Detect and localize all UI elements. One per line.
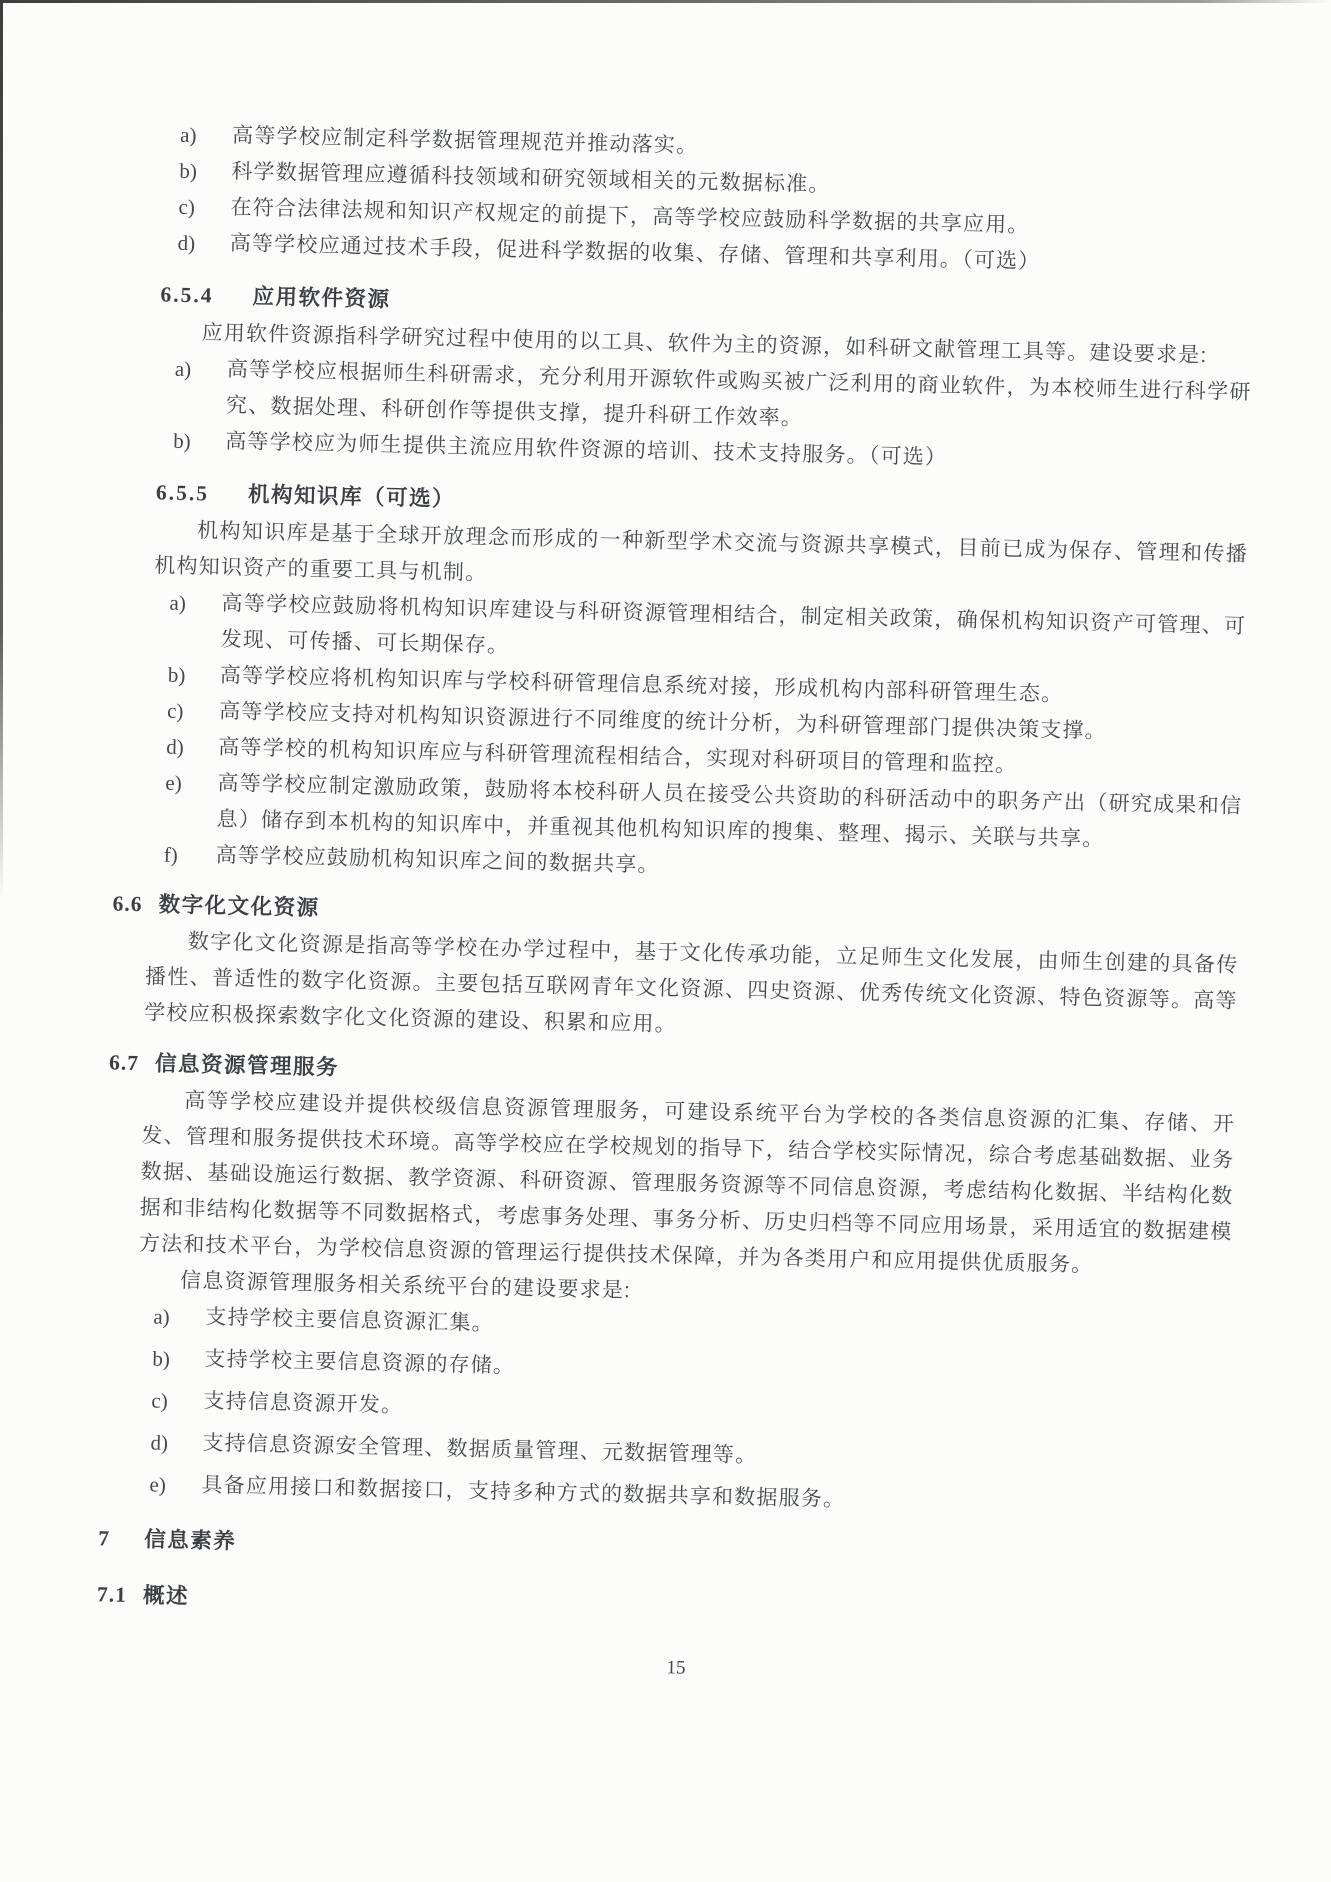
info-resource-service-list [133, 1298, 1230, 1527]
list-item-text: 支持信息资源开发。 [203, 1389, 404, 1418]
list-item-text: 支持信息资源安全管理、数据质量管理、元数据管理等。 [202, 1431, 758, 1468]
section-number: 6.5.4 [160, 282, 214, 308]
section-title: 信息资源管理服务 [154, 1051, 340, 1080]
chapter-title: 信息素养 [144, 1527, 237, 1554]
list-item-text: 支持学校主要信息资源汇集。 [205, 1305, 495, 1336]
section-6-5-4-intro: 应用软件资源指科学研究过程中使用的以工具、软件为主的资源，如科研文献管理工具等。建设要求是: [201, 321, 1208, 368]
list-item-label: c) [178, 194, 196, 220]
list-item-text: 具备应用接口和数据接口，支持多种方式的数据共享和数据服务。 [201, 1473, 846, 1512]
list-item-label: f) [163, 842, 179, 867]
list-item-text: 高等学校应制定激励政策，鼓励将本校科研人员在接受公共资助的科研活动中的职务产出（研究成果和信息）储存到本机构的知识库中，并重视其他机构知识库的搜集、整理、揭示、关联与共享。 [216, 771, 1243, 851]
list-item-label: a) [153, 1304, 170, 1329]
scan-edge-left [0, 0, 3, 900]
list-item-label: d) [166, 734, 185, 760]
list-item-text: 在符合法律法规和知识产权规定的前提下，高等学校应鼓励科学数据的共享应用。 [230, 195, 1030, 238]
section-title: 应用软件资源 [252, 284, 391, 312]
list-item-text: 高等学校应鼓励将机构知识库建设与科研资源管理相结合，制定相关政策，确保机构知识资产可管理、可发现、可传播、可长期保存。 [220, 591, 1247, 658]
section-6-5-5-intro: 机构知识库是基于全球开放理念而形成的一种新型学术交流与资源共享模式，目前已成为保存、管理和传播机构知识资产的重要工具与机制。 [154, 519, 1249, 585]
section-6-6-body: 数字化文化资源是指高等学校在办学过程中，基于文化传承功能，立足师生文化发展，由师生创建的具备传播性、普适性的数字化资源。主要包括互联网青年文化资源、四史资源、优秀传统文化资源、特色资源等。高等学校应积极探索数字化文化资源的建设、积累和应用。 [143, 930, 1239, 1037]
list-item-label: d) [177, 230, 196, 256]
list-item-label: a) [169, 590, 187, 616]
list-item-label: c) [151, 1388, 169, 1413]
section-title: 概述 [142, 1583, 190, 1609]
institutional-repository-list [147, 584, 1246, 897]
list-item-text: 高等学校应支持对机构知识资源进行不同维度的统计分析，为科研管理部门提供决策支撑。 [218, 699, 1108, 743]
list-item-label: b) [179, 158, 198, 184]
list-item-label: c) [166, 698, 184, 724]
list-item-text: 科学数据管理应遵循科技领域和研究领域相关的元数据标准。 [231, 159, 831, 197]
chapter-number: 7 [98, 1526, 111, 1551]
list-item-label: e) [149, 1472, 167, 1497]
list-item-text: 高等学校应通过技术手段，促进科学数据的收集、存储、管理和共享利用。（可选） [229, 231, 1041, 274]
list-item-text: 高等学校应根据师生科研需求，充分利用开源软件或购买被广泛利用的商业软件，为本校师生进行科学研究、数据处理、科研创作等提供支撑，提升科研工作效率。 [225, 357, 1252, 430]
list-item-text: 高等学校应将机构知识库与学校科研管理信息系统对接，形成机构内部科研管理生态。 [219, 663, 1064, 706]
section-6-7-body: 高等学校应建设并提供校级信息资源管理服务，可建设系统平台为学校的各类信息资源的汇集、存储、开发、管理和服务提供技术环境。高等学校应在学校规划的指导下，结合学校实际情况，综合考虑基础数据、业务数据、基础设施运行数据、教学资源、科研资源、管理服务资源等不同信息资源，考虑结构化数据、半结构化数据和非结构化数据等不同数据格式，考虑事务处理、事务分析、历史归档等不同应用场景，采用适宜的数据建模方法和技术平台，为学校信息资源的管理运行提供技术保障，并为各类用户和应用提供优质服务。 [138, 1089, 1236, 1277]
list-item-text: 高等学校应鼓励机构知识库之间的数据共享。 [215, 843, 660, 877]
section-6-7-requirements-intro: 信息资源管理服务相关系统平台的建设要求是: [179, 1269, 632, 1303]
section-heading-7-1 [97, 1575, 1225, 1639]
section-title: 机构知识库（可选） [247, 482, 456, 512]
page-number: 15 [666, 1657, 686, 1679]
chapter-heading-7 [98, 1519, 1226, 1583]
section-number: 6.6 [112, 891, 143, 917]
list-item-label: e) [165, 770, 183, 795]
list-item-label: b) [172, 428, 191, 454]
list-item-text: 高等学校的机构知识库应与科研管理流程相结合，实现对科研项目的管理和监控。 [218, 735, 1018, 777]
section-title: 数字化文化资源 [158, 892, 320, 921]
list-item-label: a) [179, 122, 197, 148]
section-number: 7.1 [96, 1582, 128, 1607]
list-item-label: b) [167, 662, 186, 688]
list-item-text: 支持学校主要信息资源的存储。 [204, 1347, 516, 1378]
list-item-label: d) [150, 1430, 169, 1455]
section-number: 6.7 [108, 1050, 140, 1076]
section-number: 6.5.5 [155, 480, 210, 506]
list-item-text: 高等学校应为师生提供主流应用软件资源的培训、技术支持服务。（可选） [224, 429, 948, 470]
science-data-list [161, 116, 1257, 285]
list-item-label: a) [174, 356, 192, 382]
list-item-text: 高等学校应制定科学数据管理规范并推动落实。 [231, 123, 699, 158]
list-item-label: b) [152, 1346, 171, 1371]
